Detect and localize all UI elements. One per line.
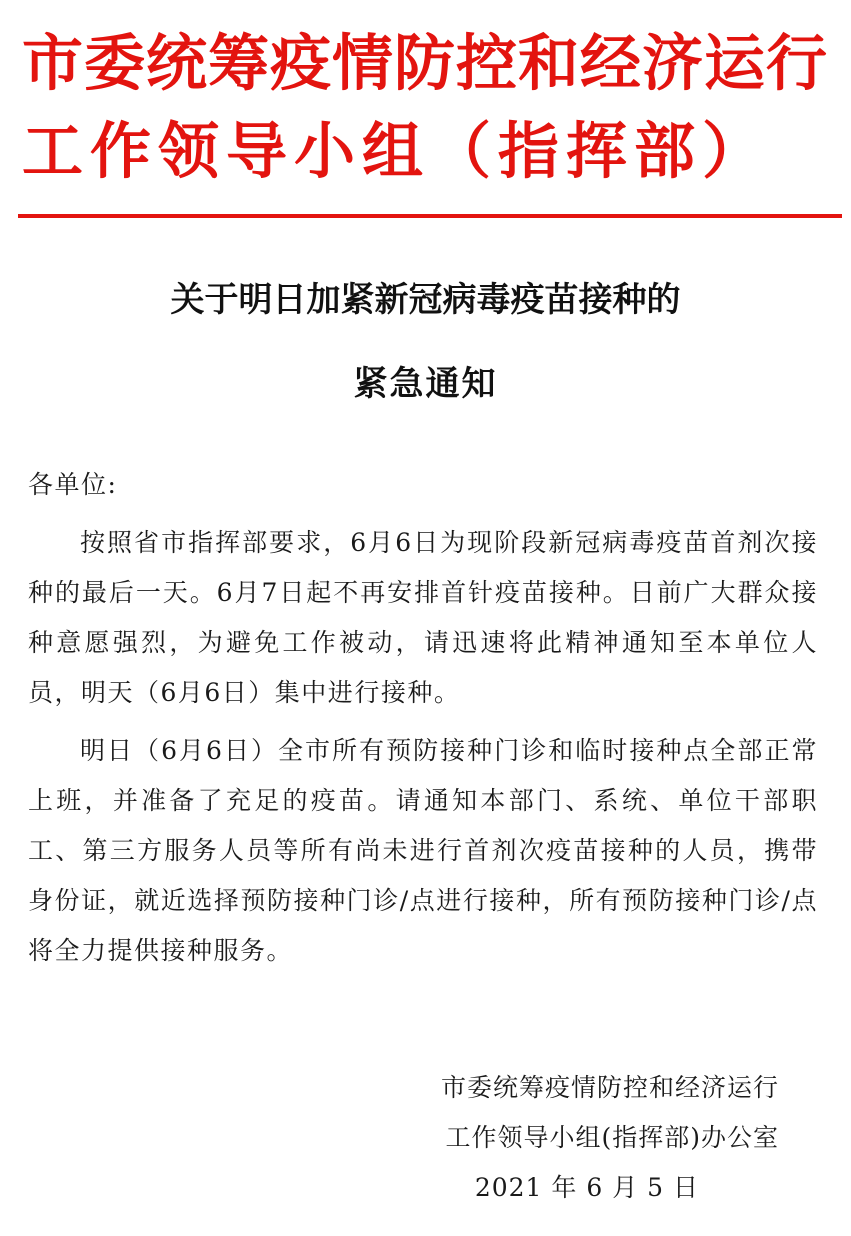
signature-date: 2021 年 6 月 5 日 bbox=[474, 1173, 699, 1202]
salutation: 各单位: bbox=[28, 470, 118, 499]
notice-title-line2: 紧急通知 bbox=[353, 364, 498, 404]
issuer-name-line1: 市委统筹疫情防控和经济运行 bbox=[22, 28, 829, 99]
notice-title-line1: 关于明日加紧新冠病毒疫苗接种的 bbox=[170, 280, 681, 320]
signature-line1: 市委统筹疫情防控和经济运行 bbox=[440, 1073, 779, 1102]
paragraph-1: 按照省市指挥部要求，6月6日为现阶段新冠病毒疫苗首剂次接种的最后一天。6月7日起不再安排首针疫苗接种。日前广大群众接种意愿强烈，为避免工作被动，请迅速将此精神通知至本单位人员，明天（6月6日）集中进行接种。 bbox=[28, 528, 818, 707]
signature-line2: 工作领导小组(指挥部)办公室 bbox=[445, 1123, 779, 1152]
paragraph-2: 明日（6月6日）全市所有预防接种门诊和临时接种点全部正常上班，并准备了充足的疫苗。请通知本部门、系统、单位干部职工、第三方服务人员等所有尚未进行首剂次疫苗接种的人员，携带身份证，就近选择预防接种门诊/点进行接种，所有预防接种门诊/点将全力提供接种服务。 bbox=[28, 736, 818, 965]
signature-block bbox=[441, 1063, 779, 1213]
issuer-name-line2: 工作领导小组（指挥部） bbox=[22, 116, 771, 187]
notice-body bbox=[28, 460, 818, 976]
document-header bbox=[22, 20, 842, 196]
header-red-rule bbox=[18, 214, 842, 218]
